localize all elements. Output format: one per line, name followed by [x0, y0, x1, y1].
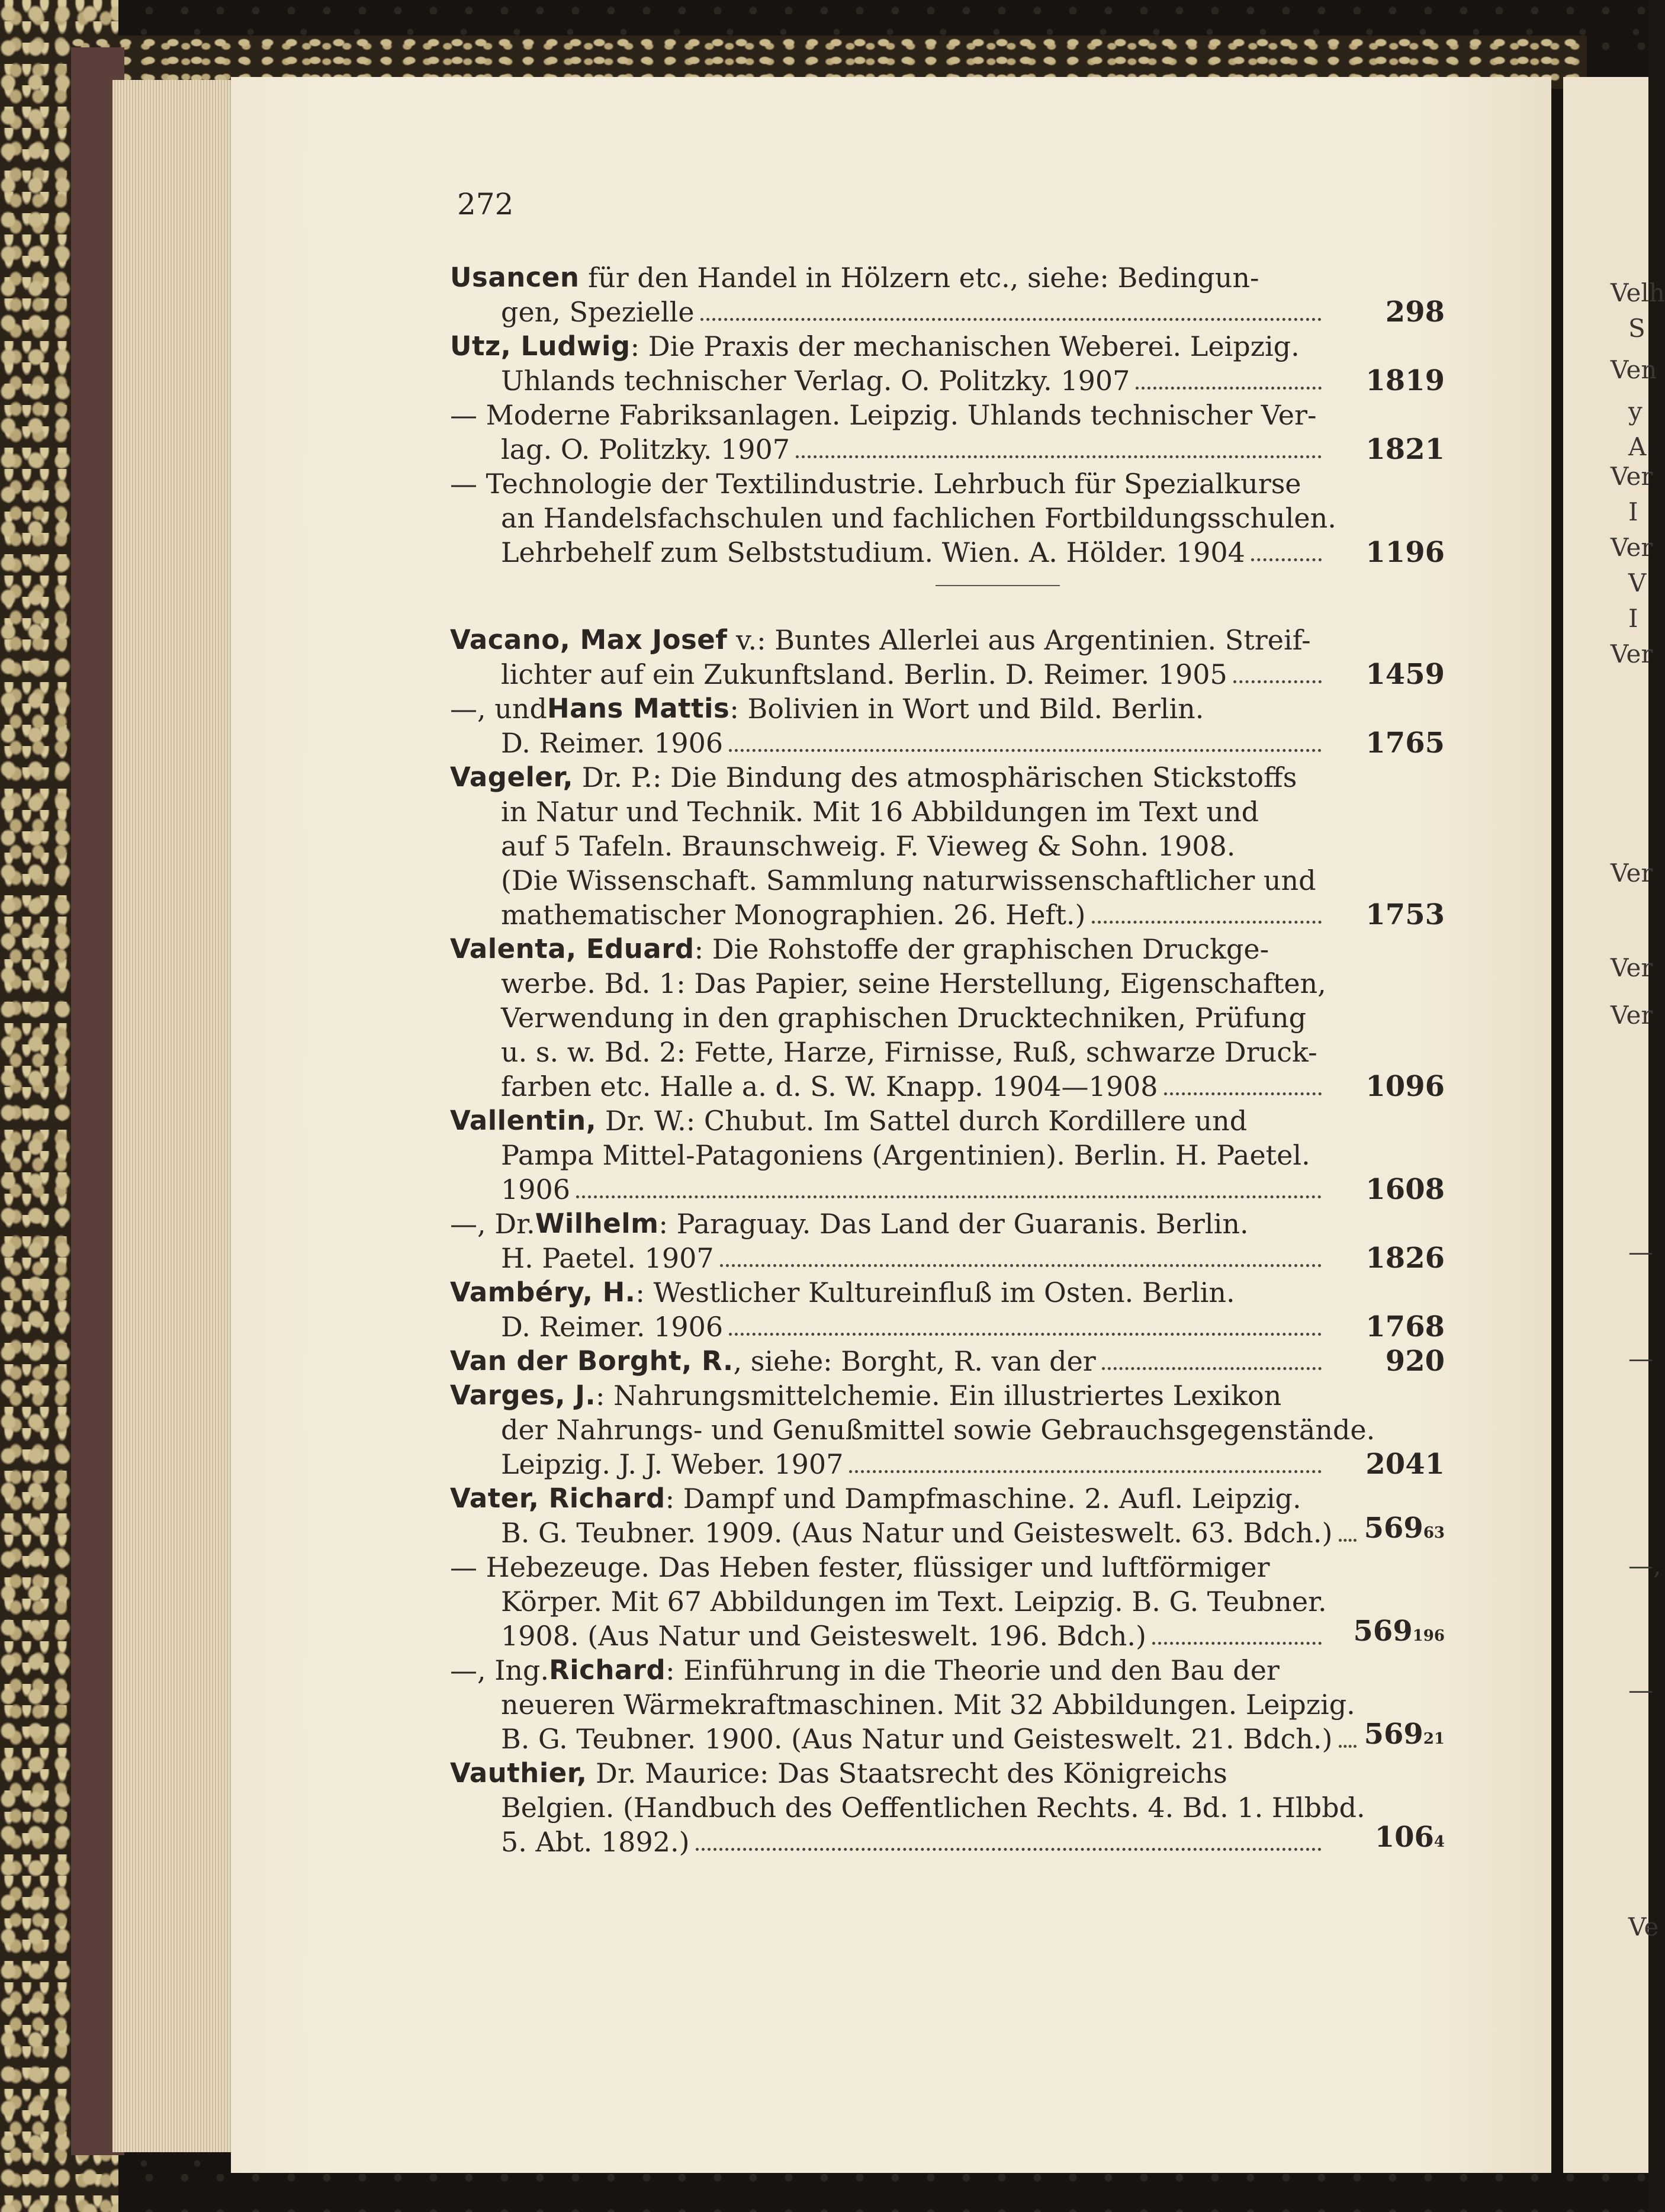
entry-line — [450, 1653, 1326, 1687]
entry-text: neueren Wärmekraftmaschinen. Mit 32 Abbildungen. Leipzig. — [501, 1689, 1355, 1721]
entry-prefix: —, und — [450, 693, 547, 725]
entry-line — [450, 1516, 1333, 1550]
entry-line — [450, 1790, 1365, 1825]
catalog-number: 1826 — [1365, 1242, 1445, 1275]
index-entry — [450, 261, 1451, 329]
entry-text: 1906 — [501, 1173, 571, 1205]
catalog-number: 298 — [1385, 295, 1445, 329]
entry-text: mathematischer Monographien. 26. Heft.) — [501, 899, 1086, 931]
entry-prefix: —, Ing. — [450, 1654, 549, 1686]
catalog-subnumber: 196 — [1412, 1627, 1445, 1645]
entry-text: Lehrbehelf zum Selbststudium. Wien. A. Hölder. 1904 — [501, 536, 1245, 568]
catalog-number: 1819 — [1365, 364, 1445, 397]
leader-dots — [700, 295, 1322, 321]
leader-dots — [1152, 1619, 1322, 1645]
entry-text: lag. O. Politzky. 1907 — [501, 433, 790, 465]
entry-line — [450, 467, 1326, 501]
entry-text: u. s. w. Bd. 2: Fette, Harze, Firnisse, Ruß, schwarze Druck- — [501, 1036, 1317, 1068]
entry-line — [450, 1413, 1375, 1447]
facing-page-fragment: Ver — [1611, 639, 1653, 668]
facing-page-fragment: — — [1628, 1237, 1653, 1266]
entry-line — [450, 1001, 1326, 1035]
entry-text: D. Reimer. 1906 — [501, 1311, 724, 1343]
entry-line — [450, 1584, 1326, 1619]
entry-text: farben etc. Halle a. d. S. W. Knapp. 1904—1908 — [501, 1070, 1158, 1102]
entry-text: , siehe: Borght, R. van der — [733, 1345, 1096, 1377]
facing-page-fragment: Ven — [1611, 355, 1657, 384]
entry-line — [450, 501, 1336, 535]
entry-line — [450, 1825, 1326, 1859]
facing-page-fragment: Ver — [1611, 533, 1653, 562]
leader-dots — [1136, 364, 1322, 390]
entry-text: : Paraguay. Das Land der Guaranis. Berlin. — [658, 1208, 1249, 1240]
leader-dots — [1339, 1722, 1357, 1748]
leader-dots — [576, 1172, 1322, 1198]
facing-page-fragment: Ve — [1628, 1912, 1659, 1941]
entry-line — [450, 1207, 1326, 1241]
entry-line — [450, 1069, 1326, 1104]
entry-line — [450, 829, 1326, 863]
index-entry — [450, 1756, 1451, 1859]
entry-line — [450, 1275, 1326, 1310]
entry-line — [450, 760, 1326, 795]
entry-text: Körper. Mit 67 Abbildungen im Text. Leipzig. B. G. Teubner. — [501, 1586, 1327, 1618]
entry-line — [450, 1619, 1326, 1653]
entry-text: gen, Spezielle — [501, 296, 695, 328]
entry-text: Dr. W.: Chubut. Im Sattel durch Kordillere und — [596, 1105, 1248, 1137]
page-number: 272 — [457, 187, 514, 221]
entry-text: Leipzig. J. J. Weber. 1907 — [501, 1448, 844, 1480]
leader-dots — [1092, 898, 1322, 924]
entry-text: Verwendung in den graphischen Drucktechniken, Prüfung — [501, 1002, 1307, 1034]
entry-line — [450, 398, 1326, 432]
facing-page-fragment: y — [1628, 397, 1642, 426]
entry-text: H. Paetel. 1907 — [501, 1242, 714, 1274]
index-entry — [450, 1653, 1451, 1756]
entry-text: lichter auf ein Zukunftsland. Berlin. D. Reimer. 1905 — [501, 658, 1227, 690]
entry-line — [450, 623, 1326, 657]
leader-dots — [696, 1825, 1322, 1851]
author-name: Valenta, Eduard — [450, 933, 695, 964]
entry-line — [450, 261, 1326, 295]
entry-line — [450, 795, 1326, 829]
facing-page-fragment: Ver — [1611, 859, 1653, 888]
author-name: Richard — [549, 1654, 666, 1686]
facing-page-fragment: I — [1628, 604, 1638, 633]
entry-line — [450, 726, 1326, 760]
facing-page-fragment: V — [1628, 568, 1647, 597]
catalog-subnumber: 4 — [1433, 1833, 1445, 1851]
facing-page-fragment: —, — [1628, 1551, 1661, 1580]
index-entry — [450, 1275, 1451, 1344]
entry-line — [450, 966, 1326, 1001]
catalog-subnumber: 63 — [1423, 1524, 1445, 1542]
entry-text: in Natur und Technik. Mit 16 Abbildungen im Text und — [501, 796, 1259, 828]
index-entry — [450, 398, 1451, 467]
entry-line — [450, 1138, 1326, 1172]
facing-page-fragment: — — [1628, 1676, 1653, 1705]
catalog-number: 56963 — [1364, 1512, 1445, 1545]
entry-line — [450, 1241, 1326, 1275]
index-entry — [450, 1481, 1451, 1550]
facing-page-fragment: Ver — [1611, 1001, 1653, 1030]
author-name: Vauthier, — [450, 1757, 587, 1789]
entry-line — [450, 535, 1326, 570]
index-entries — [450, 261, 1451, 1859]
entry-line — [450, 1756, 1326, 1790]
entry-line — [450, 432, 1326, 467]
author-name: Hans Mattis — [547, 693, 730, 724]
entry-line — [450, 898, 1326, 932]
leader-dots — [796, 432, 1322, 458]
author-name: Utz, Ludwig — [450, 330, 631, 362]
entry-text: : Die Rohstoffe der graphischen Druckge- — [694, 933, 1269, 965]
entry-text: B. G. Teubner. 1900. (Aus Natur und Geisteswelt. 21. Bdch.) — [501, 1723, 1333, 1755]
entry-text: Dr. Maurice: Das Staatsrecht des Königreichs — [587, 1757, 1227, 1789]
leader-dots — [729, 1310, 1322, 1336]
author-name: Usancen — [450, 262, 580, 293]
entry-text: : Dampf und Dampfmaschine. 2. Aufl. Leipzig. — [665, 1483, 1301, 1515]
index-entry — [450, 1344, 1451, 1378]
entry-line — [450, 692, 1326, 726]
entry-text: für den Handel in Hölzern etc., siehe: Bedingun- — [579, 262, 1259, 294]
entry-text: : Bolivien in Wort und Bild. Berlin. — [729, 693, 1204, 725]
page-edges — [112, 80, 237, 2152]
facing-page-fragment: Ver — [1611, 953, 1653, 982]
index-entry — [450, 692, 1451, 760]
catalog-number: 1459 — [1365, 658, 1445, 691]
catalog-number: 56921 — [1364, 1718, 1445, 1751]
entry-text: v.: Buntes Allerlei aus Argentinien. Streif- — [727, 624, 1311, 656]
entry-line — [450, 1104, 1326, 1138]
author-name: Vambéry, H. — [450, 1277, 636, 1308]
entry-text: Pampa Mittel-Patagoniens (Argentinien). Berlin. H. Paetel. — [501, 1139, 1310, 1171]
catalog-number: 1768 — [1365, 1310, 1445, 1343]
entry-text: : Die Praxis der mechanischen Weberei. Leipzig. — [630, 330, 1300, 362]
index-entry — [450, 623, 1451, 692]
entry-text: B. G. Teubner. 1909. (Aus Natur und Geisteswelt. 63. Bdch.) — [501, 1517, 1333, 1549]
entry-text: der Nahrungs- und Genußmittel sowie Gebrauchsgegenstände. — [501, 1414, 1375, 1446]
facing-page-fragment: Velh — [1611, 278, 1665, 307]
facing-page-fragment: S — [1628, 314, 1645, 343]
catalog-number: 1196 — [1365, 536, 1445, 569]
entry-text: Dr. P.: Die Bindung des atmosphärischen Stickstoffs — [573, 761, 1297, 793]
entry-line — [450, 1344, 1326, 1378]
entry-text: — Hebezeuge. Das Heben fester, flüssiger und luftförmiger — [450, 1551, 1270, 1583]
catalog-number: 920 — [1385, 1345, 1445, 1378]
index-entry — [450, 1104, 1451, 1207]
catalog-number: 1821 — [1365, 433, 1445, 466]
catalog-number: 2041 — [1365, 1448, 1445, 1481]
facing-page-fragment: — — [1628, 1344, 1653, 1373]
facing-page-fragment: I — [1628, 497, 1638, 526]
leader-dots — [1102, 1344, 1322, 1370]
entry-text: an Handelsfachschulen und fachlichen Fortbildungsschulen. — [501, 502, 1336, 534]
entry-line — [450, 657, 1326, 692]
index-entry — [450, 467, 1451, 570]
leader-dots — [1233, 657, 1322, 683]
author-name: Vageler, — [450, 761, 574, 793]
index-entry — [450, 1550, 1451, 1653]
index-entry — [450, 329, 1451, 398]
leader-dots — [1251, 535, 1322, 561]
entry-line — [450, 1481, 1326, 1516]
author-name: Vater, Richard — [450, 1483, 666, 1514]
facing-page-edge — [1563, 77, 1665, 2173]
entry-line — [450, 1722, 1333, 1756]
entry-text: 1908. (Aus Natur und Geisteswelt. 196. Bdch.) — [501, 1620, 1146, 1652]
entry-text: (Die Wissenschaft. Sammlung naturwissenschaftlicher und — [501, 864, 1316, 896]
index-entry — [450, 1378, 1451, 1481]
entry-line — [450, 1378, 1326, 1413]
entry-line — [450, 863, 1326, 898]
entry-line — [450, 1172, 1326, 1207]
entry-text: : Einführung in die Theorie und den Bau der — [666, 1654, 1280, 1686]
catalog-number: 1608 — [1365, 1173, 1445, 1206]
facing-page-fragment: Ver — [1611, 462, 1653, 491]
author-name: Van der Borght, R. — [450, 1345, 734, 1377]
index-entry — [450, 1207, 1451, 1275]
facing-page-fragment: A — [1628, 432, 1647, 461]
entry-text: werbe. Bd. 1: Das Papier, seine Herstellung, Eigenschaften, — [501, 967, 1326, 999]
entry-text: : Westlicher Kultureinfluß im Osten. Berlin. — [635, 1277, 1235, 1308]
entry-line — [450, 295, 1326, 329]
catalog-subnumber: 21 — [1423, 1730, 1445, 1748]
author-name: Vallentin, — [450, 1105, 597, 1136]
leader-dots — [1339, 1516, 1357, 1542]
author-name: Wilhelm — [535, 1208, 659, 1239]
author-name: Varges, J. — [450, 1380, 596, 1411]
entry-line — [450, 1447, 1326, 1481]
entry-text: : Nahrungsmittelchemie. Ein illustriertes Lexikon — [596, 1380, 1282, 1412]
entry-line — [450, 329, 1326, 364]
leader-dots — [729, 726, 1322, 752]
entry-line — [450, 1310, 1326, 1344]
catalog-number: 569196 — [1353, 1615, 1445, 1648]
entry-text: Uhlands technischer Verlag. O. Politzky. 1907 — [501, 365, 1130, 397]
index-entry — [450, 932, 1451, 1104]
catalog-number: 1765 — [1365, 726, 1445, 760]
entry-line — [450, 364, 1326, 398]
entry-line — [450, 1035, 1326, 1069]
author-name: Vacano, Max Josef — [450, 624, 728, 655]
leader-dots — [1164, 1069, 1322, 1095]
index-entry — [450, 760, 1451, 932]
leader-dots — [849, 1447, 1322, 1473]
entry-line — [450, 1550, 1326, 1584]
entry-text: auf 5 Tafeln. Braunschweig. F. Vieweg & Sohn. 1908. — [501, 830, 1236, 862]
leader-dots — [720, 1241, 1322, 1267]
entry-text: D. Reimer. 1906 — [501, 727, 724, 759]
entry-line — [450, 1687, 1355, 1722]
entry-text: Belgien. (Handbuch des Oeffentlichen Rechts. 4. Bd. 1. Hlbbd. — [501, 1792, 1365, 1824]
entry-line — [450, 932, 1326, 966]
catalog-number: 1753 — [1365, 898, 1445, 931]
catalog-number: 1096 — [1365, 1070, 1445, 1103]
section-separator — [936, 585, 1060, 586]
entry-prefix: —, Dr. — [450, 1208, 535, 1240]
entry-text: 5. Abt. 1892.) — [501, 1826, 690, 1858]
entry-text: — Technologie der Textilindustrie. Lehrbuch für Spezialkurse — [450, 468, 1301, 500]
entry-text: — Moderne Fabriksanlagen. Leipzig. Uhlands technischer Ver- — [450, 399, 1317, 431]
catalog-number: 1064 — [1374, 1821, 1445, 1854]
